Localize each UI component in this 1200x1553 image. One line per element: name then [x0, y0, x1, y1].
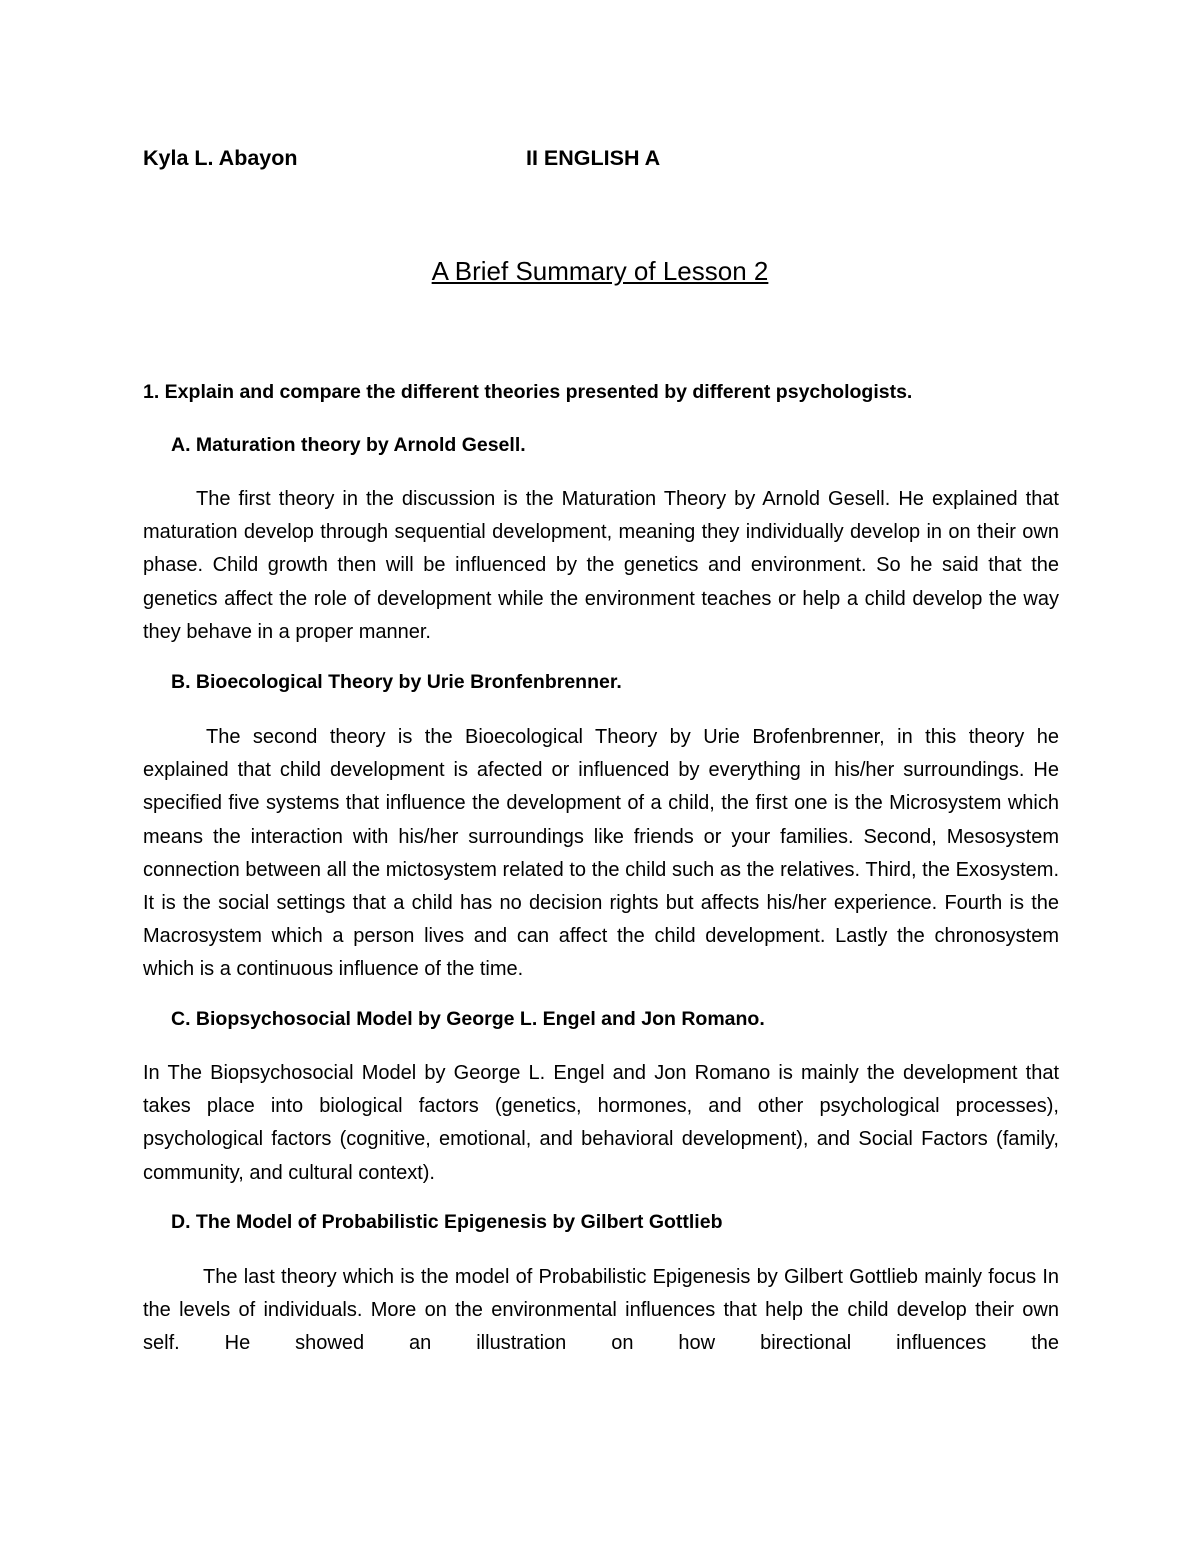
section-body-a: The first theory in the discussion is the Maturation Theory by Arnold Gesell. He explained that maturation develop through sequential development, meaning they individually develop in on their own phase. Child growth then will be influenced by the genetics and environment. So he said that the genetics affect the role of development while the environment teaches or help a child develop the way they behave in a proper manner. — [143, 488, 1059, 643]
question-text: 1. Explain and compare the different theories presented by different psychologists. — [143, 381, 913, 403]
section-body-d: The last theory which is the model of Probabilistic Epigenesis by Gilbert Gottlieb mainly focus In the levels of individuals. More on the environmental influences that help the child develop their own self. He showed an illustration on how birectional influences the — [143, 1266, 1059, 1355]
section-heading-b: B. Bioecological Theory by Urie Bronfenbrenner. — [171, 671, 622, 693]
page-title: A Brief Summary of Lesson 2 — [431, 256, 769, 286]
section-heading-a: A. Maturation theory by Arnold Gesell. — [171, 434, 526, 456]
section-heading-d: D. The Model of Probabilistic Epigenesis by Gilbert Gottlieb — [171, 1211, 723, 1233]
header-row — [143, 146, 1063, 178]
student-name: Kyla L. Abayon — [143, 146, 298, 170]
section-heading-c: C. Biopsychosocial Model by George L. Engel and Jon Romano. — [171, 1008, 765, 1030]
section-body-b: The second theory is the Bioecological Theory by Urie Brofenbrenner, in this theory he explained that child development is afected or influenced by everything in his/her surroundings. He specified five systems that influence the development of a child, the first one is the Microsystem which means the interaction with his/her surroundings like friends or your families. Second, Mesosystem connection between all the mictosystem related to the child such as the relatives. Third, the Exosystem. It is the social settings that a child has no decision rights but affects his/her experience. Fourth is the Macrosystem which a person lives and can affect the child development. Lastly the chronosystem which is a continuous influence of the time. — [143, 726, 1059, 981]
class-name: II ENGLISH A — [526, 146, 661, 170]
section-body-c: In The Biopsychosocial Model by George L. Engel and Jon Romano is mainly the development that takes place into biological factors (genetics, hormones, and other psychological processes), psychological factors (cognitive, emotional, and behavioral development), and Social Factors (family, community, and cultural context). — [143, 1062, 1059, 1184]
